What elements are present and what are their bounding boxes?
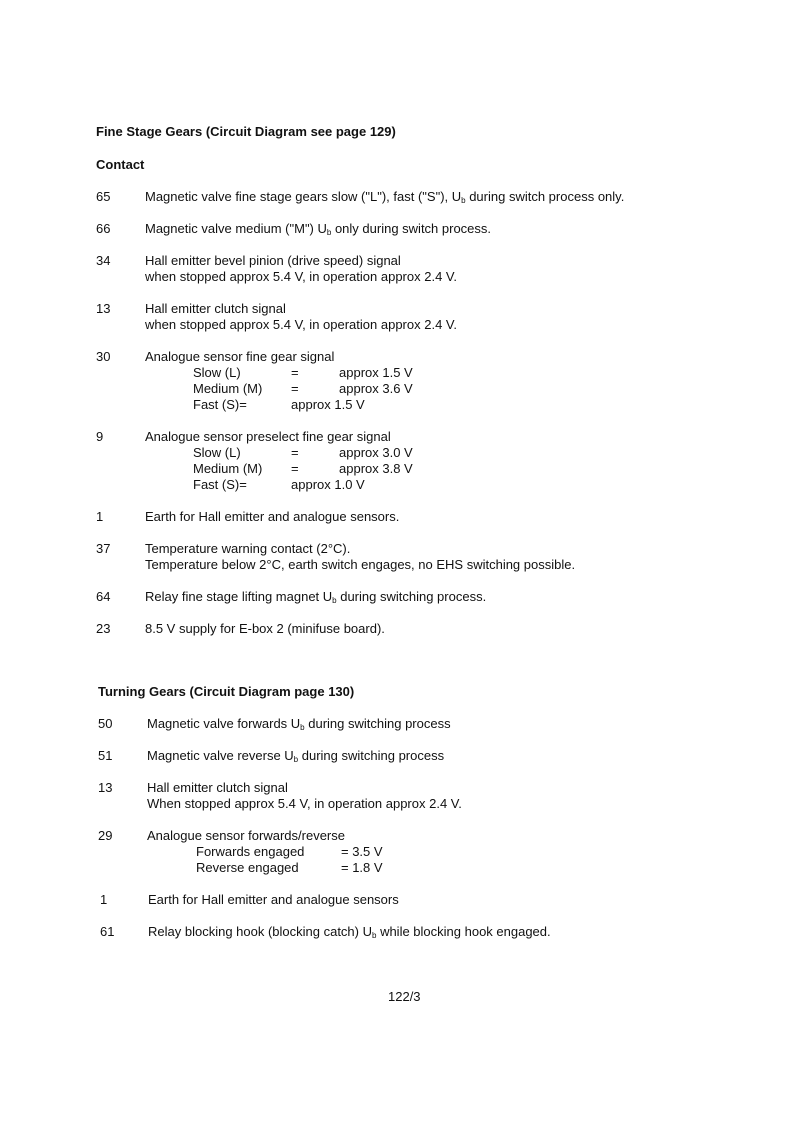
contact-description: Hall emitter clutch signal: [147, 780, 288, 795]
signal-value: approx 3.6 V: [339, 381, 413, 396]
signal-value-table: [193, 365, 453, 413]
signal-label: Forwards engaged: [196, 844, 305, 859]
contact-description: Relay blocking hook (blocking catch) $U_b$ while blocking hook engaged.: [148, 924, 551, 940]
signal-label: Fast (S)=: [193, 477, 247, 492]
contact-number: 37: [96, 541, 111, 556]
contact-description: Magnetic valve reverse $U_b$ during switching process: [147, 748, 445, 764]
contact-description: Hall emitter bevel pinion (drive speed) signal: [145, 253, 401, 268]
signal-label: Slow (L): [193, 445, 241, 460]
contact-description-detail: when stopped approx 5.4 V, in operation approx 2.4 V.: [145, 269, 457, 284]
signal-value: approx 1.5 V: [339, 365, 413, 380]
signal-value-row: [193, 397, 453, 413]
contact-number: 64: [96, 589, 111, 604]
signal-value-row: [193, 461, 453, 477]
contact-description: Earth for Hall emitter and analogue sensors.: [145, 509, 400, 524]
contact-description: 8.5 V supply for E-box 2 (minifuse board).: [145, 621, 385, 636]
signal-value-table: [193, 445, 453, 493]
contact-description: Magnetic valve medium ("M") $U_b$ only during switch process.: [145, 221, 492, 237]
signal-value-row: [193, 477, 453, 493]
contact-number: 66: [96, 221, 111, 236]
contact-description: Magnetic valve fine stage gears slow ("L"), fast ("S"), $U_b$ during switch process only.: [145, 189, 625, 205]
contact-description: Analogue sensor fine gear signal: [145, 349, 335, 364]
contact-description: Hall emitter clutch signal: [145, 301, 286, 316]
signal-label: Slow (L): [193, 365, 241, 380]
signal-value-row: [193, 445, 453, 461]
contact-number: 51: [98, 748, 113, 763]
signal-label: Medium (M): [193, 381, 263, 396]
signal-label: Reverse engaged: [196, 860, 299, 875]
contact-description: Relay fine stage lifting magnet $U_b$ during switching process.: [145, 589, 487, 605]
contact-heading: Contact: [96, 157, 145, 172]
equals-sign: =: [291, 365, 299, 380]
page-number: 122/3: [388, 989, 421, 1004]
contact-description: Magnetic valve forwards $U_b$ during switching process: [147, 716, 451, 732]
signal-value: = 1.8 V: [341, 860, 383, 875]
signal-value-row: [196, 860, 416, 876]
contact-description-detail: Temperature below 2°C, earth switch engages, no EHS switching possible.: [145, 557, 576, 572]
contact-number: 23: [96, 621, 111, 636]
signal-value-row: [193, 381, 453, 397]
contact-number: 50: [98, 716, 113, 731]
section-title-fine-stage-gears: Fine Stage Gears (Circuit Diagram see page 129): [96, 124, 396, 139]
equals-sign: =: [291, 461, 299, 476]
contact-number: 13: [98, 780, 113, 795]
contact-number: 1: [96, 509, 104, 524]
contact-number: 65: [96, 189, 111, 204]
contact-number: 34: [96, 253, 111, 268]
contact-number: 13: [96, 301, 111, 316]
contact-number: 29: [98, 828, 113, 843]
signal-label: Fast (S)=: [193, 397, 247, 412]
section-title-turning-gears: Turning Gears (Circuit Diagram page 130): [98, 684, 355, 699]
signal-value: = 3.5 V: [341, 844, 383, 859]
contact-description: Analogue sensor preselect fine gear signal: [145, 429, 391, 444]
signal-value: approx 1.5 V: [291, 397, 365, 412]
contact-number: 9: [96, 429, 104, 444]
equals-sign: =: [291, 381, 299, 396]
contact-number: 61: [100, 924, 115, 939]
contact-description-detail: When stopped approx 5.4 V, in operation approx 2.4 V.: [147, 796, 462, 811]
contact-description: Temperature warning contact (2°C).: [145, 541, 351, 556]
contact-description: Analogue sensor forwards/reverse: [147, 828, 345, 843]
signal-value: approx 1.0 V: [291, 477, 365, 492]
signal-value: approx 3.8 V: [339, 461, 413, 476]
contact-number: 1: [100, 892, 108, 907]
contact-description-detail: when stopped approx 5.4 V, in operation approx 2.4 V.: [145, 317, 457, 332]
signal-label: Medium (M): [193, 461, 263, 476]
signal-value-table: [196, 844, 416, 876]
contact-description: Earth for Hall emitter and analogue sensors: [148, 892, 399, 907]
equals-sign: =: [291, 445, 299, 460]
contact-number: 30: [96, 349, 111, 364]
signal-value-row: [193, 365, 453, 381]
signal-value: approx 3.0 V: [339, 445, 413, 460]
signal-value-row: [196, 844, 416, 860]
